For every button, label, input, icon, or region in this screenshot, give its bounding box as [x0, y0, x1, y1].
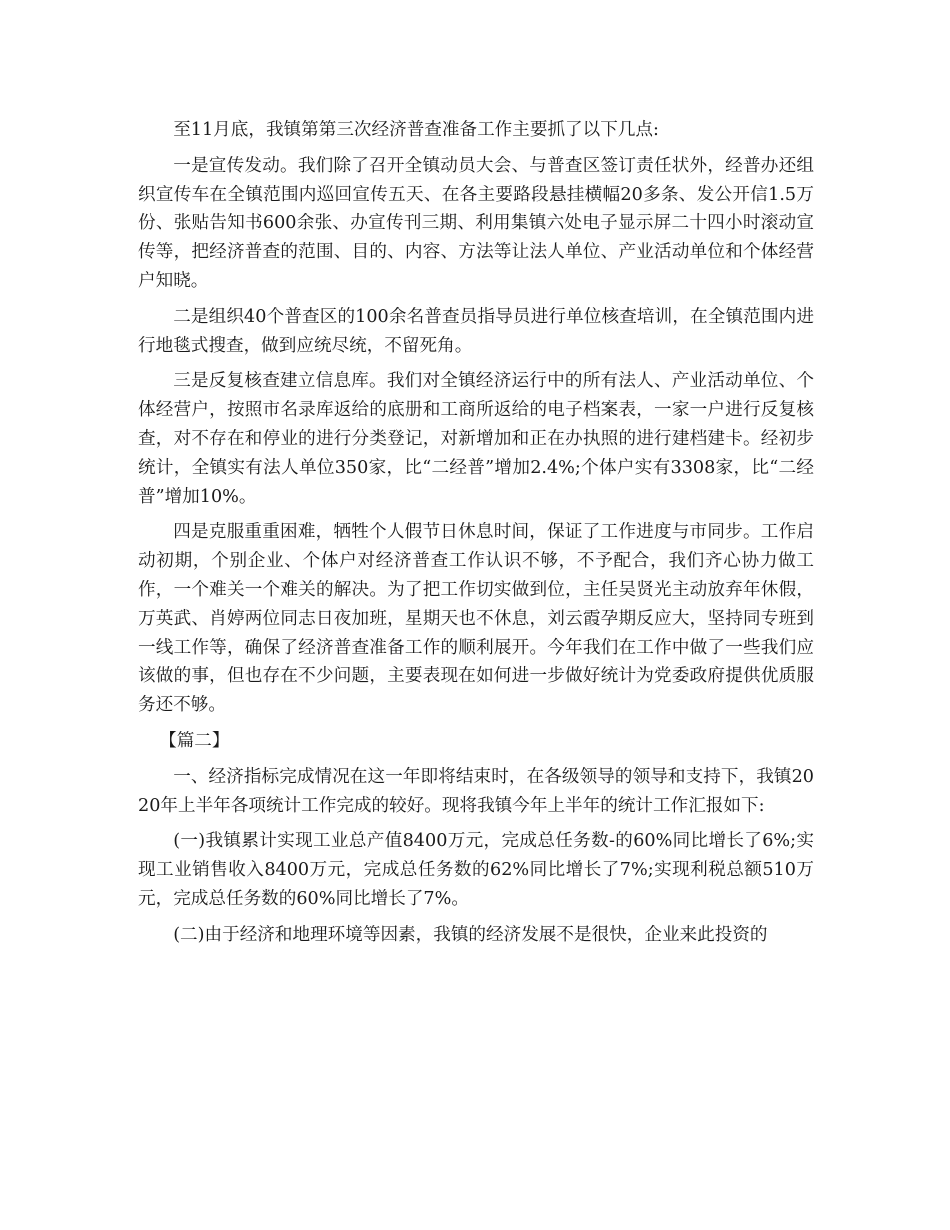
document-body — [138, 116, 814, 957]
section-heading: 【篇二】 — [159, 730, 230, 751]
paragraph-indicators: 一、经济指标完成情况在这一年即将结束时，在各级领导的领导和支持下，我镇2020年上半年各项统计工作完成的较好。现将我镇今年上半年的统计工作汇报如下: — [138, 766, 814, 816]
paragraph-intro: 至11月底，我镇第第三次经济普查准备工作主要抓了以下几点: — [173, 120, 659, 140]
paragraph-economic-factors: (二)由于经济和地理环境等因素，我镇的经济发展不是很快，企业来此投资的 — [173, 924, 768, 945]
paragraph-publicity: 一是宣传发动。我们除了召开全镇动员大会、与普查区签订责任状外，经普办还组织宣传车在全镇范围内巡回宣传五天、在各主要路段悬挂横幅20多条、发公开信1.5万份、张贴告知书600余张、办宣传刊三期、利用集镇六处电子显示屏二十四小时滚动宣传等，把经济普查的范围、目的、内容、方法等让法人单位、产业活动单位和个体经营户知晓。 — [138, 155, 814, 291]
paragraph-training: 二是组织40个普查区的100余名普查员指导员进行单位核查培训，在全镇范围内进行地毯式搜查，做到应统尽统，不留死角。 — [138, 306, 814, 356]
paragraph-verification: 三是反复核查建立信息库。我们对全镇经济运行中的所有法人、产业活动单位、个体经营户，按照市名录库返给的底册和工商所返给的电子档案表，一家一户进行反复核查，对不存在和停业的进行分类登记，对新增加和正在办执照的进行建档建卡。经初步统计，全镇实有法人单位350家，比“二经普”增加2.4%;个体户实有3308家，比“二经普”增加10%。 — [138, 371, 814, 507]
paragraph-difficulties: 四是克服重重困难，牺牲个人假节日休息时间，保证了工作进度与市同步。工作启动初期，个别企业、个体户对经济普查工作认识不够，不予配合，我们齐心协力做工作，一个难关一个难关的解决。为了把工作切实做到位，主任吴贤光主动放弃年休假，万英武、肖婷两位同志日夜加班，星期天也不休息，刘云霞孕期反应大，坚持同专班到一线工作等，确保了经济普查准备工作的顺利展开。今年我们在工作中做了一些我们应该做的事，但也存在不少问题，主要表现在如何进一步做好统计为党委政府提供优质服务还不够。 — [138, 522, 814, 716]
paragraph-industrial-output: (一)我镇累计实现工业总产值8400万元，完成总任务数-的60%同比增长了6%;实现工业销售收入8400万元，完成总任务数的62%同比增长了7%;实现利税总额510万元，完成总任务数的60%同比增长了7%。 — [138, 831, 814, 909]
